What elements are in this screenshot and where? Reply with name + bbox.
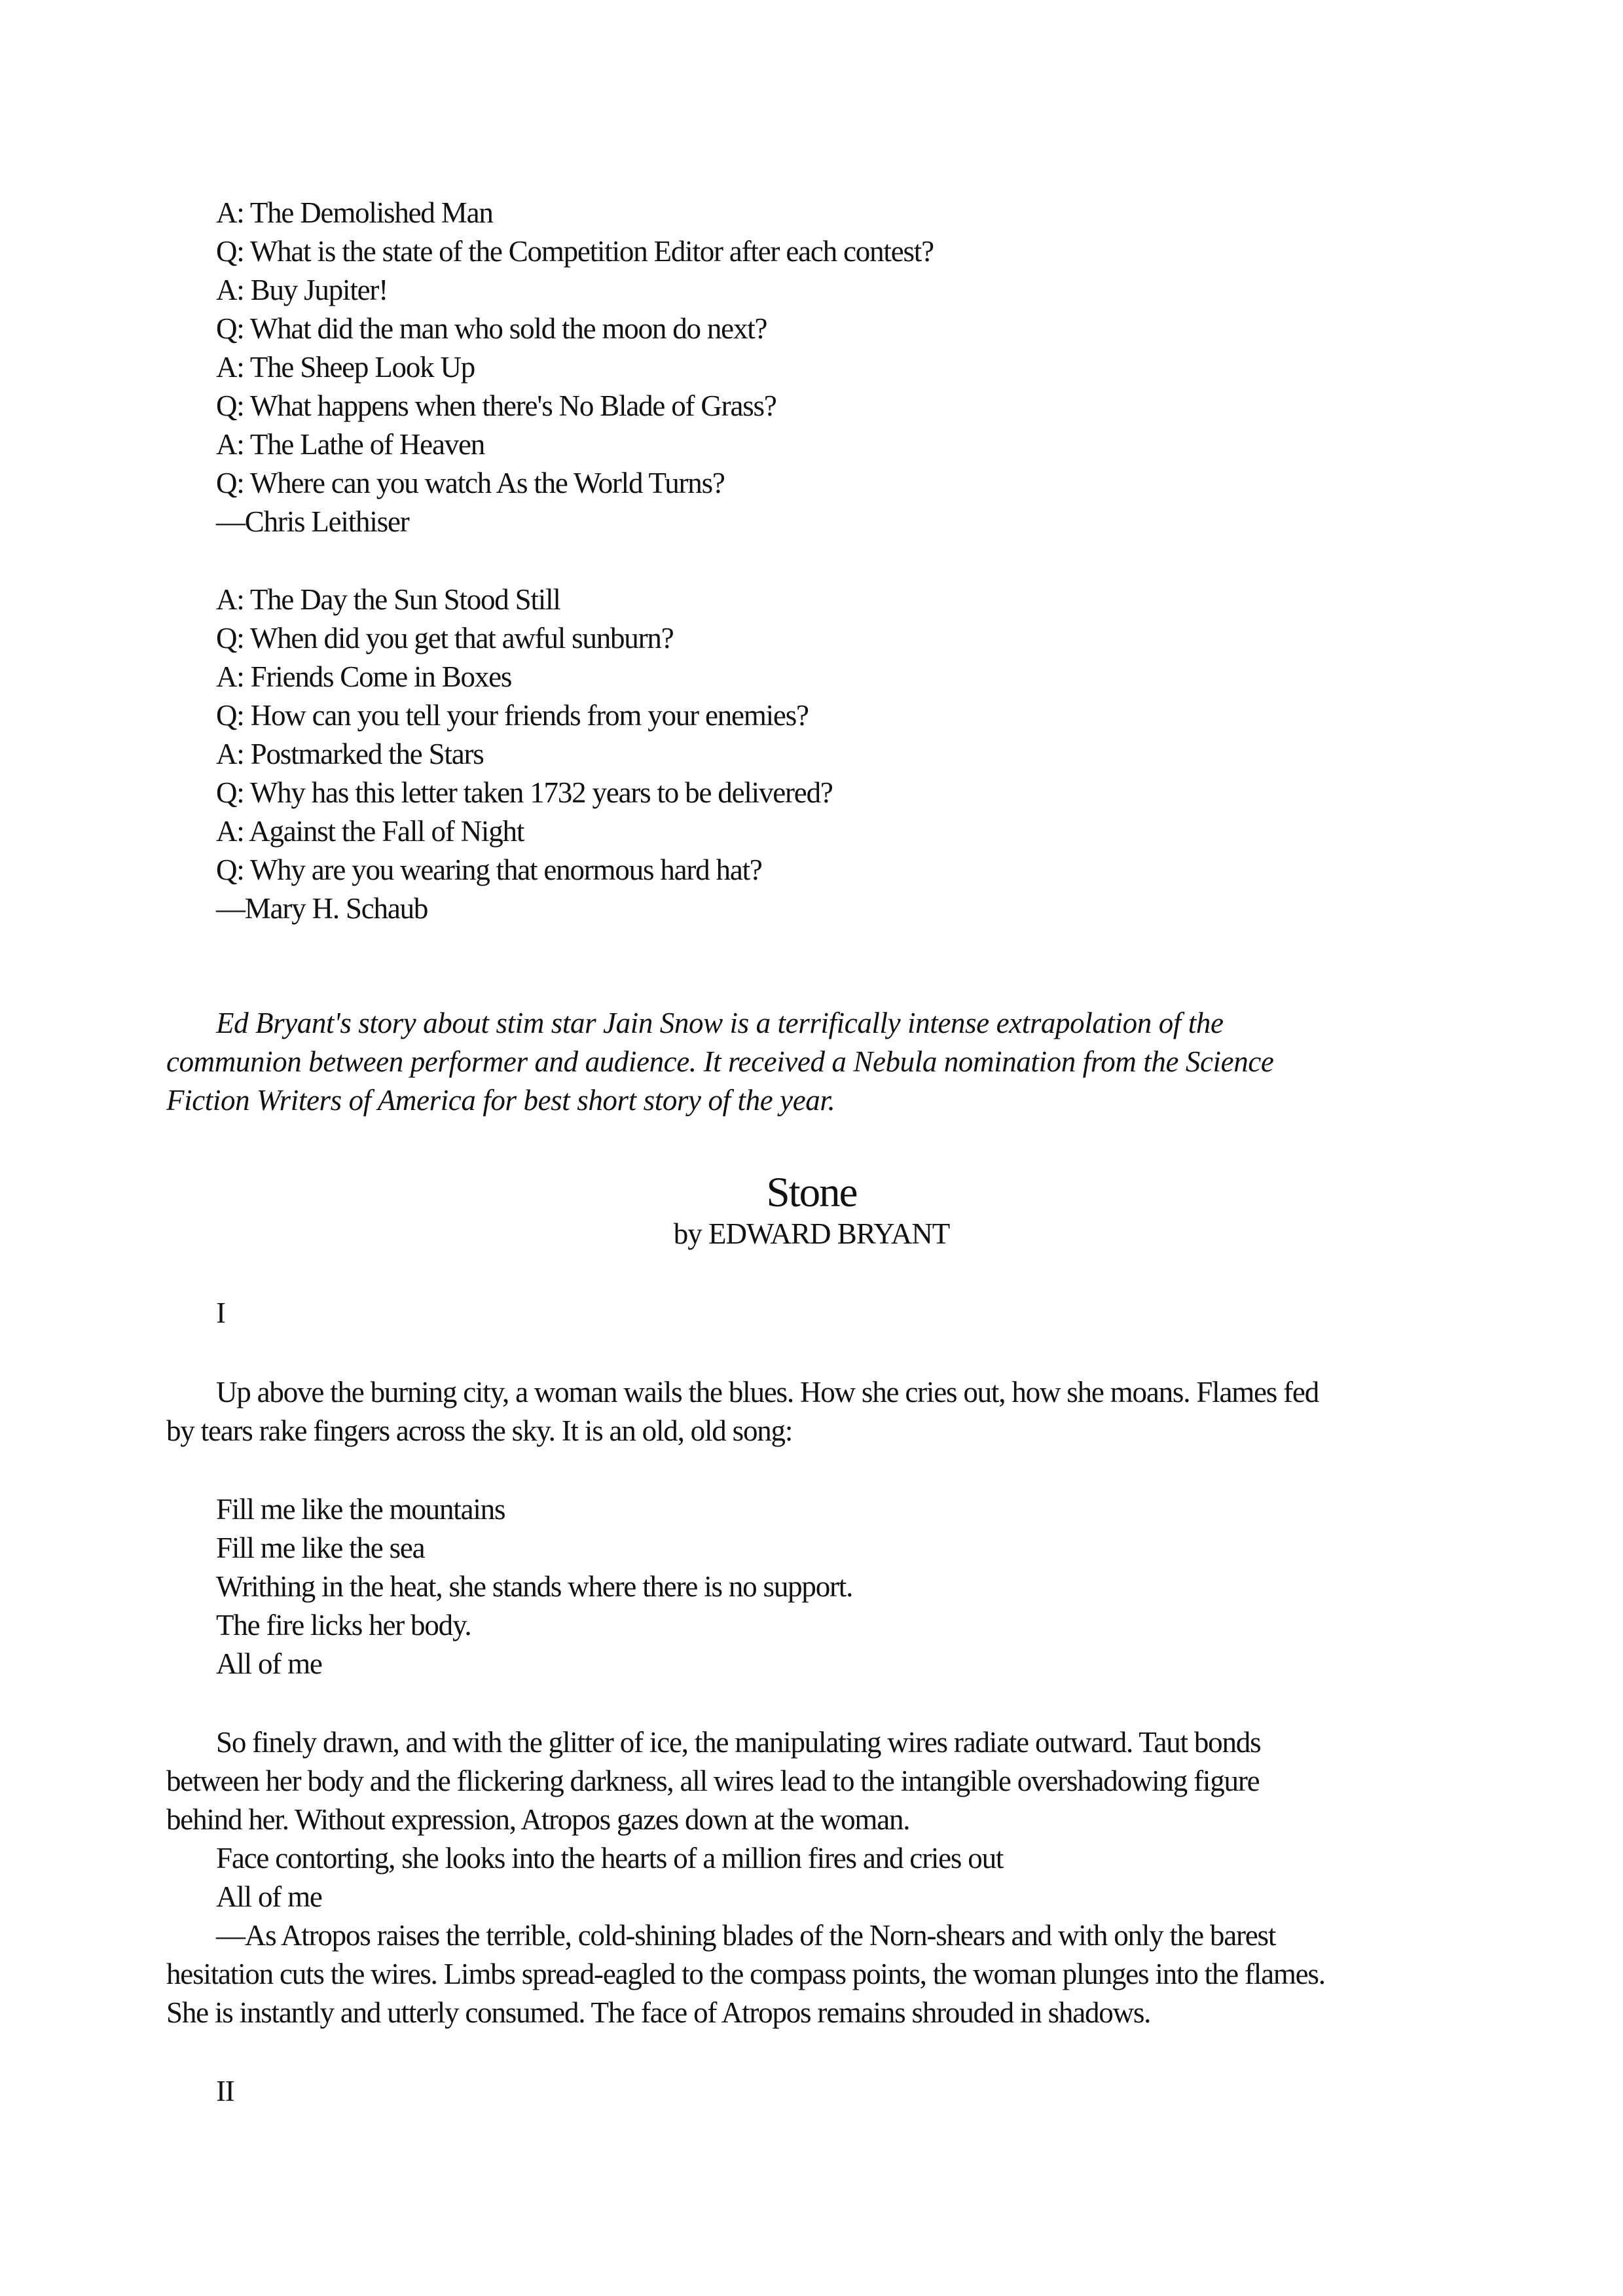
qa-line: A: The Lathe of Heaven	[216, 428, 485, 461]
qa-line: A: Friends Come in Boxes	[216, 660, 512, 693]
qa-line: Q: When did you get that awful sunburn?	[216, 622, 674, 655]
section-number: I	[216, 1297, 225, 1329]
paragraph-line: by tears rake fingers across the sky. It is an old, old song:	[166, 1414, 793, 1447]
qa-line: Q: Why are you wearing that enormous hard hat?	[216, 853, 762, 886]
paragraph-line: —As Atropos raises the terrible, cold-shining blades of the Norn-shears and with only the barest	[216, 1919, 1276, 1952]
paragraph-line: between her body and the flickering darkness, all wires lead to the intangible overshadowing figure	[166, 1765, 1260, 1797]
qa-line: Q: Where can you watch As the World Turns?	[216, 467, 725, 499]
verse-line: Fill me like the mountains	[216, 1493, 505, 1526]
qa-line: A: Postmarked the Stars	[216, 738, 484, 770]
qa-line: Q: What did the man who sold the moon do next?	[216, 312, 767, 345]
paragraph-line: So finely drawn, and with the glitter of ice, the manipulating wires radiate outward. Taut bonds	[216, 1726, 1261, 1759]
paragraph-line: Up above the burning city, a woman wails the blues. How she cries out, how she moans. Flames fed	[216, 1376, 1319, 1408]
section-number: II	[216, 2075, 234, 2108]
qa-line: Q: What happens when there's No Blade of Grass?	[216, 389, 776, 422]
qa-line: A: The Sheep Look Up	[216, 351, 475, 384]
qa-line: Q: What is the state of the Competition Editor after each contest?	[216, 235, 934, 268]
story-title: Stone	[766, 1169, 857, 1216]
paragraph-line: Face contorting, she looks into the hearts of a million fires and cries out	[216, 1842, 1004, 1874]
paragraph-line: All of me	[216, 1880, 322, 1913]
paragraph-line: She is instantly and utterly consumed. The face of Atropos remains shrouded in shadows.	[166, 1996, 1151, 2029]
intro-line: Fiction Writers of America for best short story of the year.	[166, 1084, 835, 1117]
verse-line: Writhing in the heat, she stands where there is no support.	[216, 1570, 853, 1603]
qa-line: A: The Day the Sun Stood Still	[216, 583, 560, 616]
verse-line: The fire licks her body.	[216, 1609, 471, 1641]
qa-line: Q: How can you tell your friends from your enemies?	[216, 699, 809, 732]
verse-line: Fill me like the sea	[216, 1532, 425, 1564]
qa-attribution: —Chris Leithiser	[216, 505, 409, 538]
intro-line: Ed Bryant's story about stim star Jain Snow is a terrifically intense extrapolation of the	[216, 1007, 1224, 1039]
story-byline: by EDWARD BRYANT	[673, 1217, 950, 1250]
qa-line: Q: Why has this letter taken 1732 years to be delivered?	[216, 776, 833, 809]
intro-line: communion between performer and audience. It received a Nebula nomination from the Science	[166, 1045, 1274, 1078]
paragraph-line: behind her. Without expression, Atropos gazes down at the woman.	[166, 1803, 910, 1836]
paragraph-line: hesitation cuts the wires. Limbs spread-eagled to the compass points, the woman plunges into the flames.	[166, 1958, 1325, 1990]
qa-line: A: Against the Fall of Night	[216, 815, 524, 848]
verse-line: All of me	[216, 1647, 322, 1680]
qa-line: A: Buy Jupiter!	[216, 274, 388, 306]
qa-attribution: —Mary H. Schaub	[216, 892, 428, 925]
qa-line: A: The Demolished Man	[216, 196, 493, 229]
